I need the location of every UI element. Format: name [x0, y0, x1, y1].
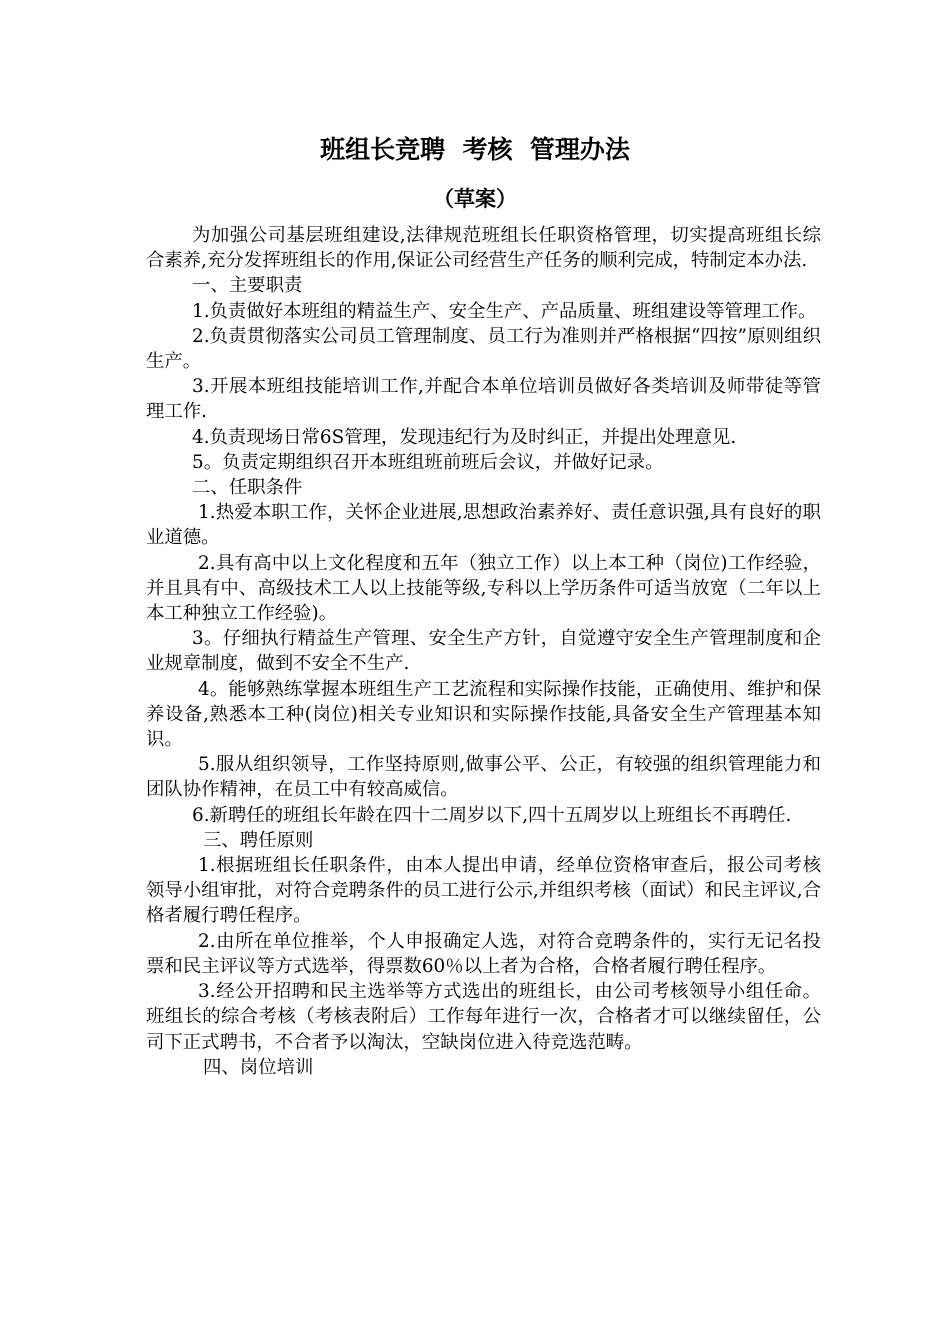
qualification-item-3: 3。仔细执行精益生产管理、安全生产方针，自觉遵守安全生产管理制度和企业规章制度，做到不安全不生产. [146, 628, 821, 675]
section-heading-training: 四、岗位培训 [203, 1056, 314, 1078]
duty-item-2: 2.负责贯彻落实公司员工管理制度、员工行为准则并严格根据“四按”原则组织生产。 [146, 325, 821, 373]
duty-item-3: 3.开展本班组技能培训工作,并配合本单位培训员做好各类培训及师带徒等管理工作. [146, 376, 821, 423]
appointment-item-3: 3.经公开招聘和民主选举等方式选出的班组长，由公司考核领导小组任命。班组长的综合考核（考核表附后）工作每年进行一次，合格者才可以继续留任，公司下正式聘书，不合者予以淘汰，空缺岗位进入待竞选范畴。 [146, 981, 821, 1053]
duty-item-5: 5。负责定期组织召开本班组班前班后会议，并做好记录。 [192, 451, 664, 473]
qualification-item-1: 1.热爱本职工作，关怀企业进展,思想政治素养好、责任意识强,具有良好的职业道德。 [146, 502, 821, 549]
qualification-item-2: 2.具有高中以上文化程度和五年（独立工作）以上本工种（岗位)工作经验，并且具有中、高级技术工人以上技能等级,专科以上学历条件可适当放宽（二年以上本工种独立工作经验)。 [146, 552, 821, 625]
document-body [146, 223, 821, 1080]
qualification-item-5: 5.服从组织领导，工作坚持原则,做事公平、公正，有较强的组织管理能力和团队协作精神，在员工中有较高威信。 [146, 754, 821, 801]
intro-paragraph: 为加强公司基层班组建设,法律规范班组长任职资格管理，切实提高班组长综合素养,充分发挥班组长的作用,保证公司经营生产任务的顺利完成，特制定本办法. [146, 225, 821, 272]
section-heading-qualifications: 二、任职条件 [192, 477, 303, 499]
duty-item-4: 4.负责现场日常6S管理，发现违纪行为及时纠正，并提出处理意见. [192, 426, 737, 448]
document-subtitle: （草案） [433, 187, 517, 211]
qualification-item-6: 6.新聘任的班组长年龄在四十二周岁以下,四十五周岁以上班组长不再聘任. [192, 804, 792, 826]
appointment-item-1: 1.根据班组长任职条件，由本人提出申请，经单位资格审查后，报公司考核领导小组审批，对符合竞聘条件的员工进行公示,并组织考核（面试）和民主评议,合格者履行聘任程序。 [146, 855, 821, 927]
duty-item-1: 1.负责做好本班组的精益生产、安全生产、产品质量、班组建设等管理工作。 [192, 300, 817, 322]
document-title: 班组长竞聘 考核 管理办法 [320, 135, 630, 164]
qualification-item-4: 4。能够熟练掌握本班组生产工艺流程和实际操作技能，正确使用、维护和保养设备,熟悉本工种(岗位)相关专业知识和实际操作技能,具备安全生产管理基本知识。 [146, 678, 821, 751]
section-heading-duties: 一、主要职责 [192, 275, 303, 297]
appointment-item-2: 2.由所在单位推举，个人申报确定人选，对符合竞聘条件的，实行无记名投票和民主评议等方式选举，得票数60％以上者为合格，合格者履行聘任程序。 [146, 930, 821, 977]
section-heading-appointment: 三、聘任原则 [203, 829, 314, 851]
